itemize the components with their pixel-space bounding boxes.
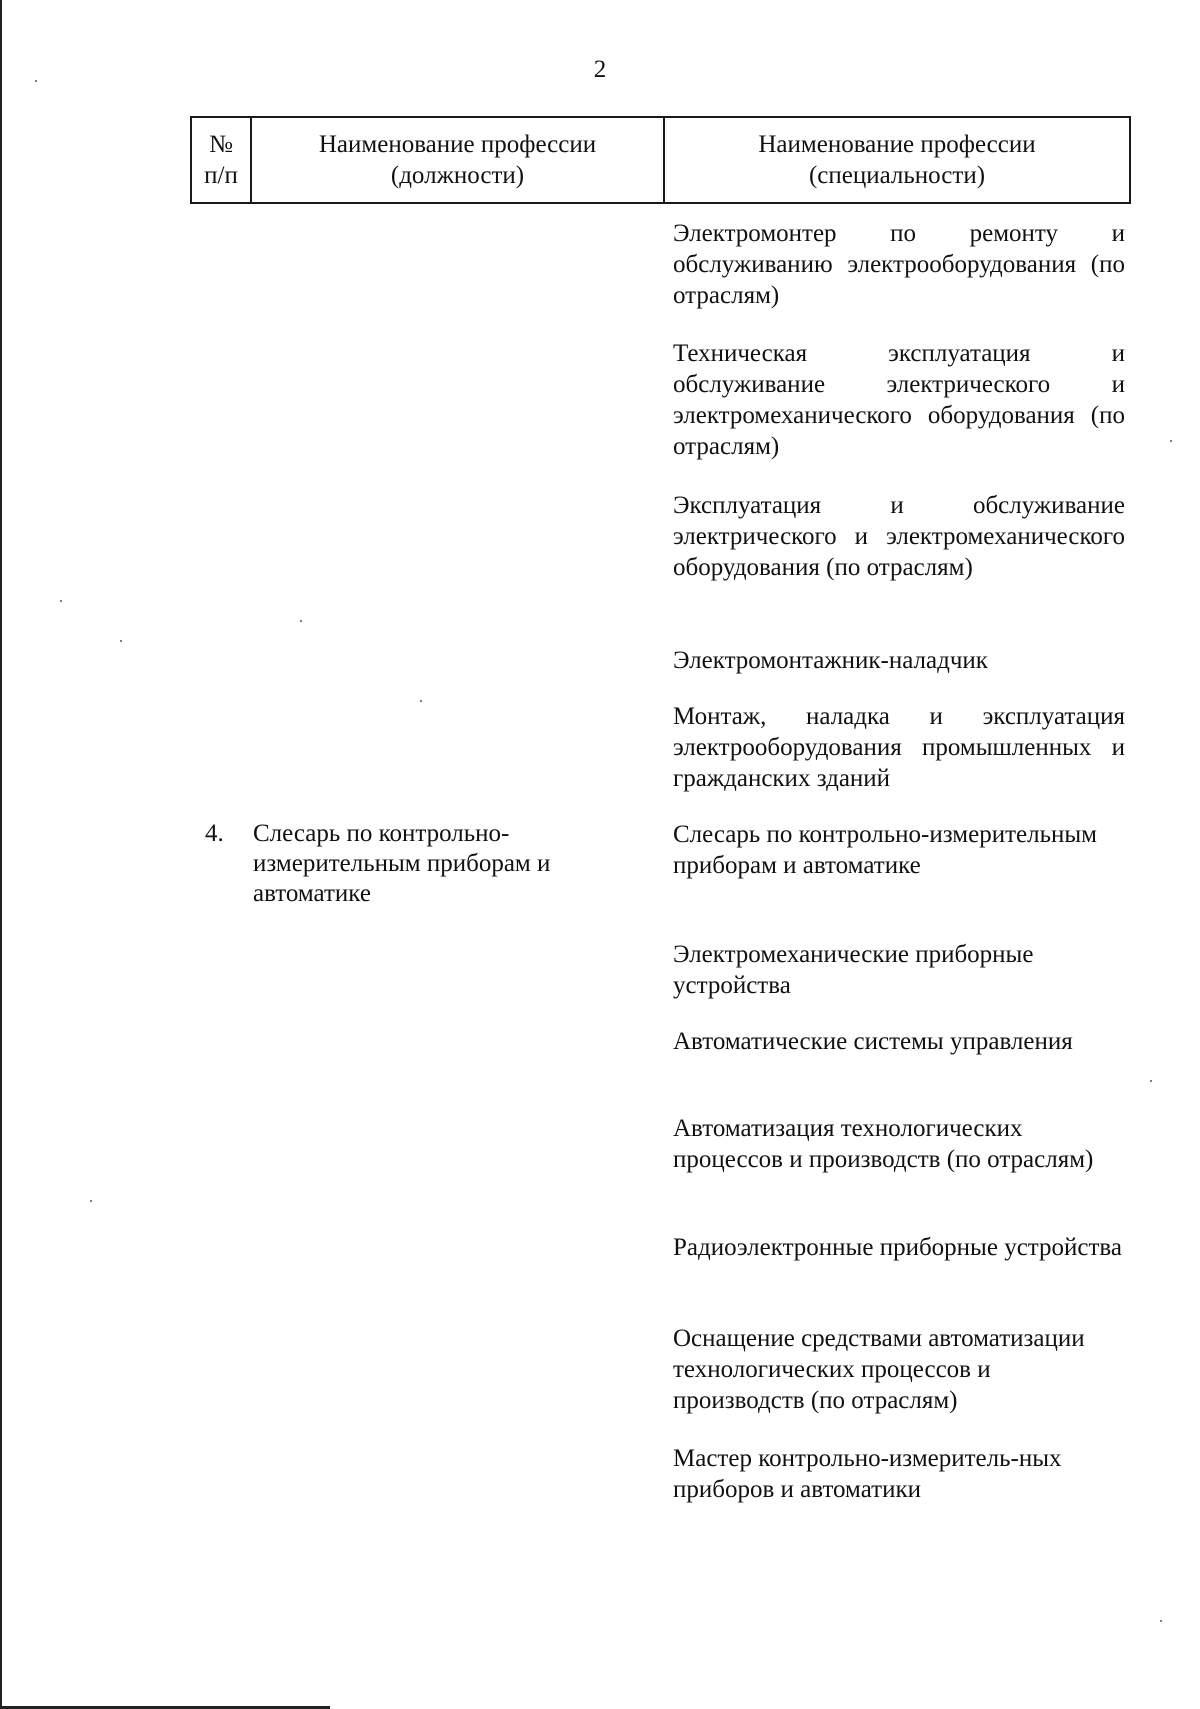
scan-speck [1160,1620,1162,1622]
row-number: 4. [205,820,224,847]
scan-speck [1170,440,1172,442]
page-number: 2 [593,56,607,83]
scan-speck [35,80,37,82]
scan-speck [420,700,422,702]
specialty-item: Электромонтер по ремонту и обслуживанию электрооборудования (по отраслям) [673,220,1125,309]
specialty-item: Автоматические системы управления [673,1028,1073,1055]
specialty-item: Мастер контрольно-измеритель-ных приборов и автоматики [673,1445,1062,1503]
specialty-item: Эксплуатация и обслуживание электрического и электромеханического оборудования (по отраслям) [673,492,1125,581]
specialty-item: Слесарь по контрольно-измерительным приборам и автоматике [673,821,1097,879]
header-specialty-cell [664,117,1130,203]
header-specialty-line1: Наименование профессии [758,131,1036,158]
specialty-item: Электромонтажник-наладчик [673,647,988,674]
header-position-line1: Наименование профессии [318,131,597,158]
specialty-item: Автоматизация технологических процессов и производств (по отраслям) [673,1115,1094,1173]
specialty-item: Техническая эксплуатация и обслуживание электрического и электромеханического оборудования (по отраслям) [673,340,1125,460]
specialty-item: Электромеханические приборные устройства [673,941,1034,999]
specialty-item: Радиоэлектронные приборные устройства [673,1234,1122,1261]
header-specialty-line2: (специальности) [808,162,986,189]
header-table [190,116,1131,204]
scan-speck [90,1200,92,1202]
header-position-line2: (должности) [390,162,525,189]
header-position-cell [251,117,664,203]
scan-speck [300,620,302,622]
header-num-cell [191,117,251,203]
specialty-item: Монтаж, наладка и эксплуатация электрооборудования промышленных и гражданских зданий [673,703,1125,792]
header-num-line1: № [209,131,233,158]
header-num-line2: п/п [204,162,238,189]
scan-speck [1150,1080,1152,1082]
scan-left-edge [0,0,2,1709]
scan-speck [60,600,62,602]
row-position: Слесарь по контрольно-измерительным приборам и автоматике [253,820,551,907]
scan-speck [120,640,122,642]
specialty-item: Оснащение средствами автоматизации технологических процессов и производств (по отраслям) [673,1325,1085,1414]
